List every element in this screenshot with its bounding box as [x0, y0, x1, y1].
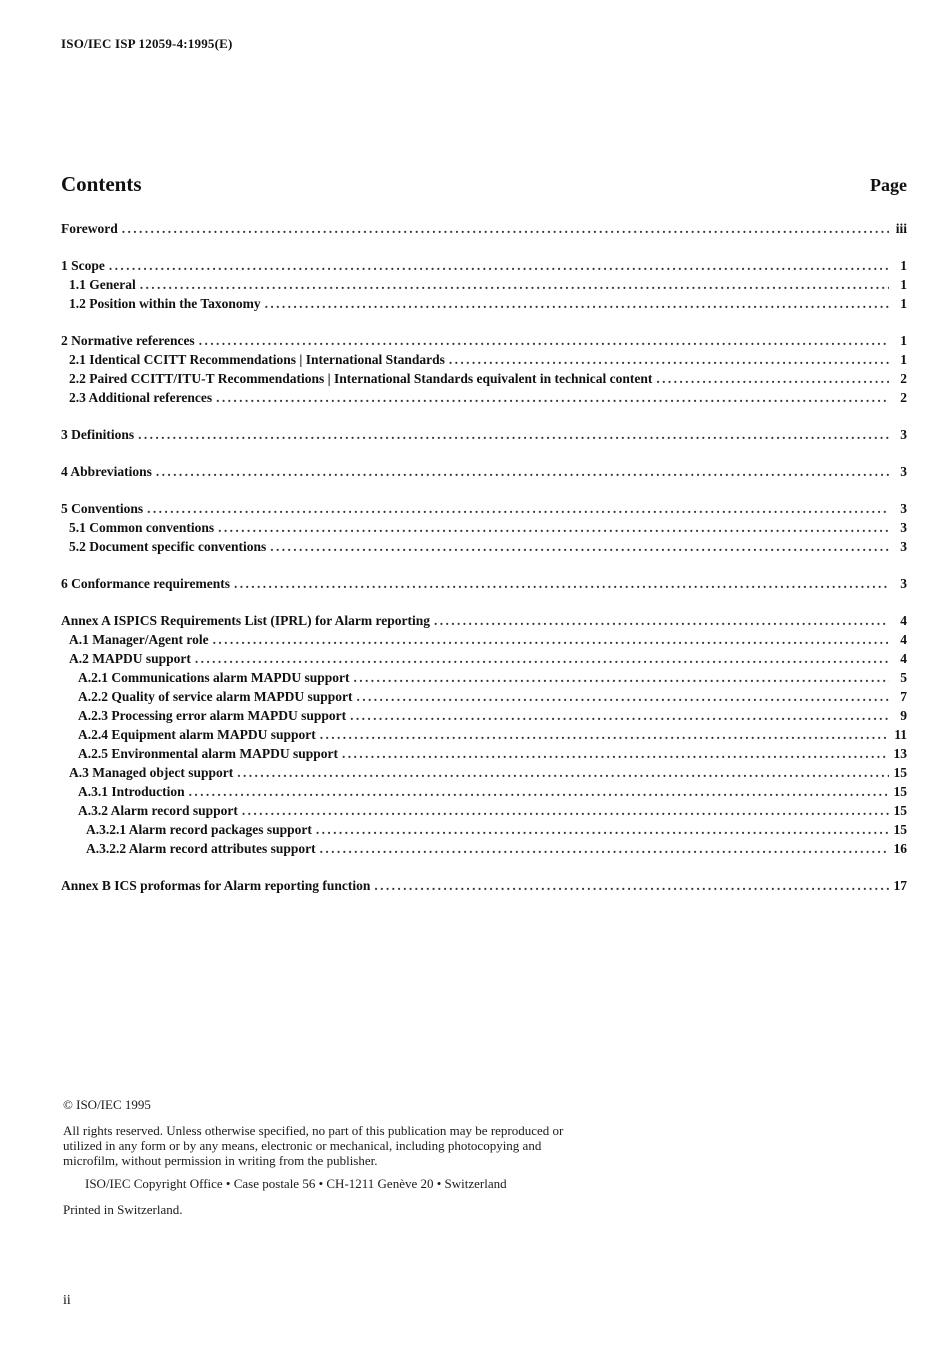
toc-entry-page: 1 [900, 296, 907, 311]
toc-leader-dots [270, 537, 889, 556]
toc-entry[interactable] [61, 388, 907, 407]
toc-entry-page: 3 [900, 520, 907, 535]
toc-entry-page: 4 [900, 651, 907, 666]
toc-entry[interactable] [61, 350, 907, 369]
page-column-label: Page [870, 175, 907, 195]
toc-entry-page: 17 [893, 878, 907, 893]
toc-entry[interactable] [61, 630, 907, 649]
toc-entry-page: 13 [893, 746, 907, 761]
toc-entry[interactable] [61, 425, 907, 444]
toc-leader-dots [122, 219, 889, 238]
toc-entry-label: A.3.2 Alarm record support [78, 803, 238, 818]
toc-leader-dots [320, 839, 889, 858]
toc-leader-dots [195, 649, 889, 668]
copyright-notice: © ISO/IEC 1995 [63, 1097, 151, 1112]
toc-leader-dots [140, 275, 889, 294]
toc-entry[interactable] [61, 611, 907, 630]
toc-entry-page: iii [895, 221, 907, 236]
contents-heading [61, 172, 907, 197]
toc-leader-dots [218, 518, 889, 537]
toc-entry-page: 3 [900, 427, 907, 442]
toc-leader-dots [265, 294, 889, 313]
toc-entry-page: 9 [900, 708, 907, 723]
toc-entry-label: 1.2 Position within the Taxonomy [69, 296, 261, 311]
toc-entry-label: 6 Conformance requirements [61, 576, 230, 591]
toc-leader-dots [234, 574, 889, 593]
toc-entry[interactable] [61, 839, 907, 858]
toc-entry[interactable] [61, 820, 907, 839]
toc-entry-page: 3 [900, 539, 907, 554]
toc-entry[interactable] [61, 668, 907, 687]
toc-entry-page: 15 [893, 765, 907, 780]
toc-leader-dots [213, 630, 889, 649]
toc-leader-dots [156, 462, 889, 481]
toc-leader-dots [216, 388, 889, 407]
toc-leader-dots [434, 611, 889, 630]
toc-entry-label: 2.1 Identical CCITT Recommendations | International Standards [69, 352, 445, 367]
toc-entry-page: 1 [900, 258, 907, 273]
toc-group [61, 425, 907, 444]
toc-group [61, 219, 907, 238]
toc-leader-dots [242, 801, 889, 820]
toc-entry[interactable] [61, 499, 907, 518]
toc-entry[interactable] [61, 706, 907, 725]
toc-entry-label: 1.1 General [69, 277, 136, 292]
toc-entry-label: A.2.3 Processing error alarm MAPDU support [78, 708, 347, 723]
toc-entry[interactable] [61, 876, 907, 895]
toc-entry[interactable] [61, 801, 907, 820]
toc-leader-dots [147, 499, 889, 518]
copyright-block [63, 1097, 583, 1218]
toc-leader-dots [138, 425, 889, 444]
toc-entry-label: A.3.2.1 Alarm record packages support [86, 822, 312, 837]
toc-entry-label: Annex B ICS proformas for Alarm reporting function [61, 878, 371, 893]
printed-in: Printed in Switzerland. [63, 1202, 183, 1217]
toc-entry-page: 2 [900, 371, 907, 386]
toc-entry-label: A.2.5 Environmental alarm MAPDU support [78, 746, 339, 761]
toc-group [61, 611, 907, 858]
toc-entry-page: 3 [900, 576, 907, 591]
toc-entry-page: 2 [900, 390, 907, 405]
toc-leader-dots [356, 687, 889, 706]
toc-entry-page: 1 [900, 333, 907, 348]
toc-entry-page: 3 [900, 501, 907, 516]
document-header: ISO/IEC ISP 12059-4:1995(E) [61, 36, 233, 51]
toc-entry-label: 1 Scope [61, 258, 105, 273]
toc-entry-page: 16 [893, 841, 907, 856]
toc-entry-label: A.3.2.2 Alarm record attributes support [86, 841, 316, 856]
copyright-office-address: ISO/IEC Copyright Office • Case postale 56 • CH-1211 Genève 20 • Switzerland [85, 1176, 507, 1191]
toc-entry[interactable] [61, 744, 907, 763]
toc-entry[interactable] [61, 725, 907, 744]
toc-entry-label: 4 Abbreviations [61, 464, 152, 479]
toc-entry-page: 1 [900, 352, 907, 367]
contents-title: Contents [61, 172, 142, 196]
toc-leader-dots [374, 876, 889, 895]
toc-entry-label: A.1 Manager/Agent role [69, 632, 209, 647]
rights-statement: All rights reserved. Unless otherwise specified, no part of this publication may be reproduced or utilized in any form or by any means, electronic or mechanical, including photocopying and microfilm, without permission in writing from the publisher. [63, 1123, 564, 1168]
toc-entry-label: Annex A ISPICS Requirements List (IPRL) for Alarm reporting [61, 613, 431, 628]
toc-entry-label: A.2 MAPDU support [69, 651, 191, 666]
toc-group [61, 331, 907, 407]
toc-entry-label: A.2.4 Equipment alarm MAPDU support [78, 727, 316, 742]
toc-leader-dots [199, 331, 889, 350]
toc-entry-label: 2.3 Additional references [69, 390, 213, 405]
toc-entry[interactable] [61, 537, 907, 556]
toc-entry[interactable] [61, 331, 907, 350]
toc-entry[interactable] [61, 687, 907, 706]
toc-entry[interactable] [61, 219, 907, 238]
toc-entry-page: 4 [900, 613, 907, 628]
toc-entry-label: A.2.2 Quality of service alarm MAPDU support [78, 689, 353, 704]
toc-entry-page: 4 [900, 632, 907, 647]
toc-leader-dots [354, 668, 890, 687]
toc-entry-label: 2 Normative references [61, 333, 195, 348]
toc-leader-dots [189, 782, 889, 801]
table-of-contents [61, 219, 907, 913]
toc-entry-label: A.3.1 Introduction [78, 784, 185, 799]
toc-entry-label: Foreword [61, 221, 118, 236]
toc-entry[interactable] [61, 369, 907, 388]
toc-leader-dots [316, 820, 889, 839]
toc-entry-label: A.3 Managed object support [69, 765, 234, 780]
toc-leader-dots [320, 725, 889, 744]
toc-entry-page: 11 [894, 727, 907, 742]
toc-group [61, 462, 907, 481]
toc-entry[interactable] [61, 518, 907, 537]
toc-entry-page: 1 [900, 277, 907, 292]
toc-entry[interactable] [61, 462, 907, 481]
page-number: ii [63, 1293, 71, 1308]
toc-entry-label: 2.2 Paired CCITT/ITU-T Recommendations | International Standards equivalent in technical content [69, 371, 653, 386]
toc-leader-dots [109, 256, 889, 275]
toc-entry[interactable] [61, 649, 907, 668]
toc-entry[interactable] [61, 294, 907, 313]
toc-entry-label: 3 Definitions [61, 427, 135, 442]
toc-entry[interactable] [61, 782, 907, 801]
toc-entry[interactable] [61, 763, 907, 782]
toc-entry-page: 3 [900, 464, 907, 479]
toc-entry[interactable] [61, 574, 907, 593]
toc-entry-label: 5.2 Document specific conventions [69, 539, 267, 554]
toc-entry-page: 7 [900, 689, 907, 704]
toc-entry-label: A.2.1 Communications alarm MAPDU support [78, 670, 350, 685]
toc-entry[interactable] [61, 275, 907, 294]
toc-leader-dots [237, 763, 889, 782]
toc-leader-dots [656, 369, 889, 388]
toc-entry-page: 5 [900, 670, 907, 685]
toc-group [61, 876, 907, 895]
toc-group [61, 256, 907, 313]
toc-entry-label: 5 Conventions [61, 501, 144, 516]
toc-entry-page: 15 [893, 822, 907, 837]
toc-entry[interactable] [61, 256, 907, 275]
toc-entry-page: 15 [893, 784, 907, 799]
toc-group [61, 499, 907, 556]
toc-leader-dots [350, 706, 889, 725]
toc-entry-label: 5.1 Common conventions [69, 520, 215, 535]
toc-leader-dots [342, 744, 889, 763]
toc-leader-dots [449, 350, 889, 369]
toc-entry-page: 15 [893, 803, 907, 818]
toc-group [61, 574, 907, 593]
